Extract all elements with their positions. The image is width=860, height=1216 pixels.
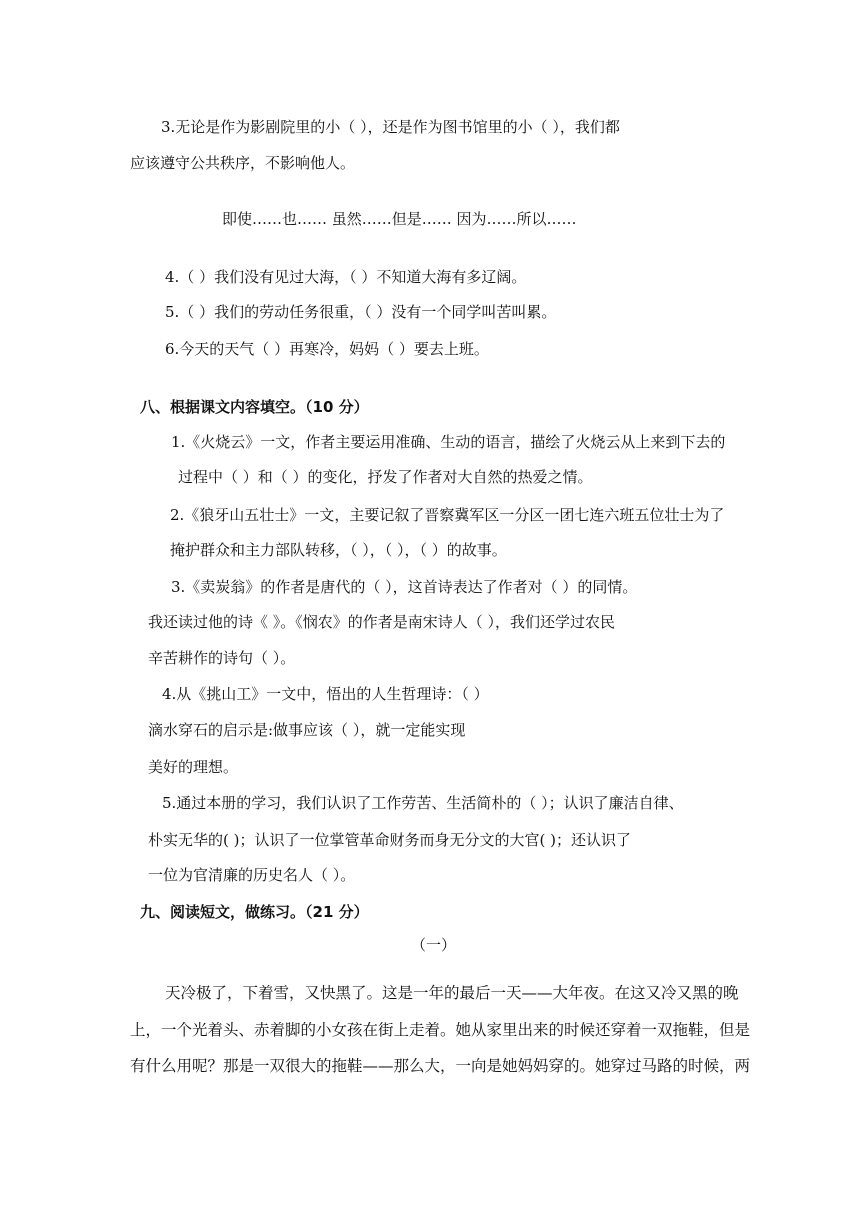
q7-4: 4.（ ）我们没有见过大海，（ ）不知道大海有多辽阔。 <box>165 268 527 286</box>
q7-3-line1: 3.无论是作为影剧院里的小（ ），还是作为图书馆里的小（ ），我们都 <box>161 118 620 136</box>
q8-1-line1: 1.《火烧云》一文，作者主要运用准确、生动的语言，描绘了火烧云从上来到下去的 <box>171 433 726 451</box>
q8-5-line2: 朴实无华的( )；认识了一位掌管革命财务而身无分文的大官( )；还认识了 <box>148 831 631 849</box>
q8-3-line1: 3.《卖炭翁》的作者是唐代的（ ），这首诗表达了作者对（ ）的同情。 <box>171 578 638 596</box>
q8-2-line1: 2.《狼牙山五壮士》一文，主要记叙了晋察冀军区一分区一团七连六班五位壮士为了 <box>170 506 725 524</box>
section-8-heading: 八、根据课文内容填空。（10 分） <box>140 398 369 416</box>
q8-5-line1: 5.通过本册的学习，我们认识了工作劳苦、生活简朴的（ ）；认识了廉洁自律、 <box>162 794 684 812</box>
passage-subtitle: （一） <box>411 936 457 954</box>
q8-2-line2: 掩护群众和主力部队转移，（ ），（ ），（ ）的故事。 <box>170 541 507 559</box>
q8-4-line3: 美好的理想。 <box>148 758 239 776</box>
q8-4-line2: 滴水穿石的启示是:做事应该（ ），就一定能实现 <box>148 721 466 739</box>
passage-line-2: 上，一个光着头、赤着脚的小女孩在街上走着。她从家里出来的时候还穿着一双拖鞋，但是 <box>130 1021 751 1039</box>
q8-1-line2: 过程中（ ）和（ ）的变化，抒发了作者对大自然的热爱之情。 <box>178 468 593 486</box>
q7-6: 6.今天的天气（ ）再寒冷，妈妈（ ）要去上班。 <box>165 340 489 358</box>
passage-line-3: 有什么用呢？那是一双很大的拖鞋——那么大，一向是她妈妈穿的。她穿过马路的时候，两 <box>130 1057 751 1075</box>
q8-4-line1: 4.从《挑山工》一文中，悟出的人生哲理诗：（ ） <box>162 685 489 703</box>
q8-3-line2: 我还读过他的诗《 》。《悯农》的作者是南宋诗人（ ），我们还学过农民 <box>148 613 616 631</box>
q7-3-line2: 应该遵守公共秩序，不影响他人。 <box>130 154 356 172</box>
q8-5-line3: 一位为官清廉的历史名人（ ）。 <box>148 866 356 884</box>
passage-line-1: 天冷极了，下着雪，又快黑了。这是一年的最后一天——大年夜。在这又冷又黑的晚 <box>165 984 739 1002</box>
conjunction-options: 即使……也…… 虽然……但是…… 因为……所以…… <box>222 210 577 228</box>
q8-3-line3: 辛苦耕作的诗句（ ）。 <box>148 649 296 667</box>
q7-5: 5.（ ）我们的劳动任务很重，（ ）没有一个同学叫苦叫累。 <box>165 303 557 321</box>
section-9-heading: 九、阅读短文，做练习。（21 分） <box>140 903 369 921</box>
